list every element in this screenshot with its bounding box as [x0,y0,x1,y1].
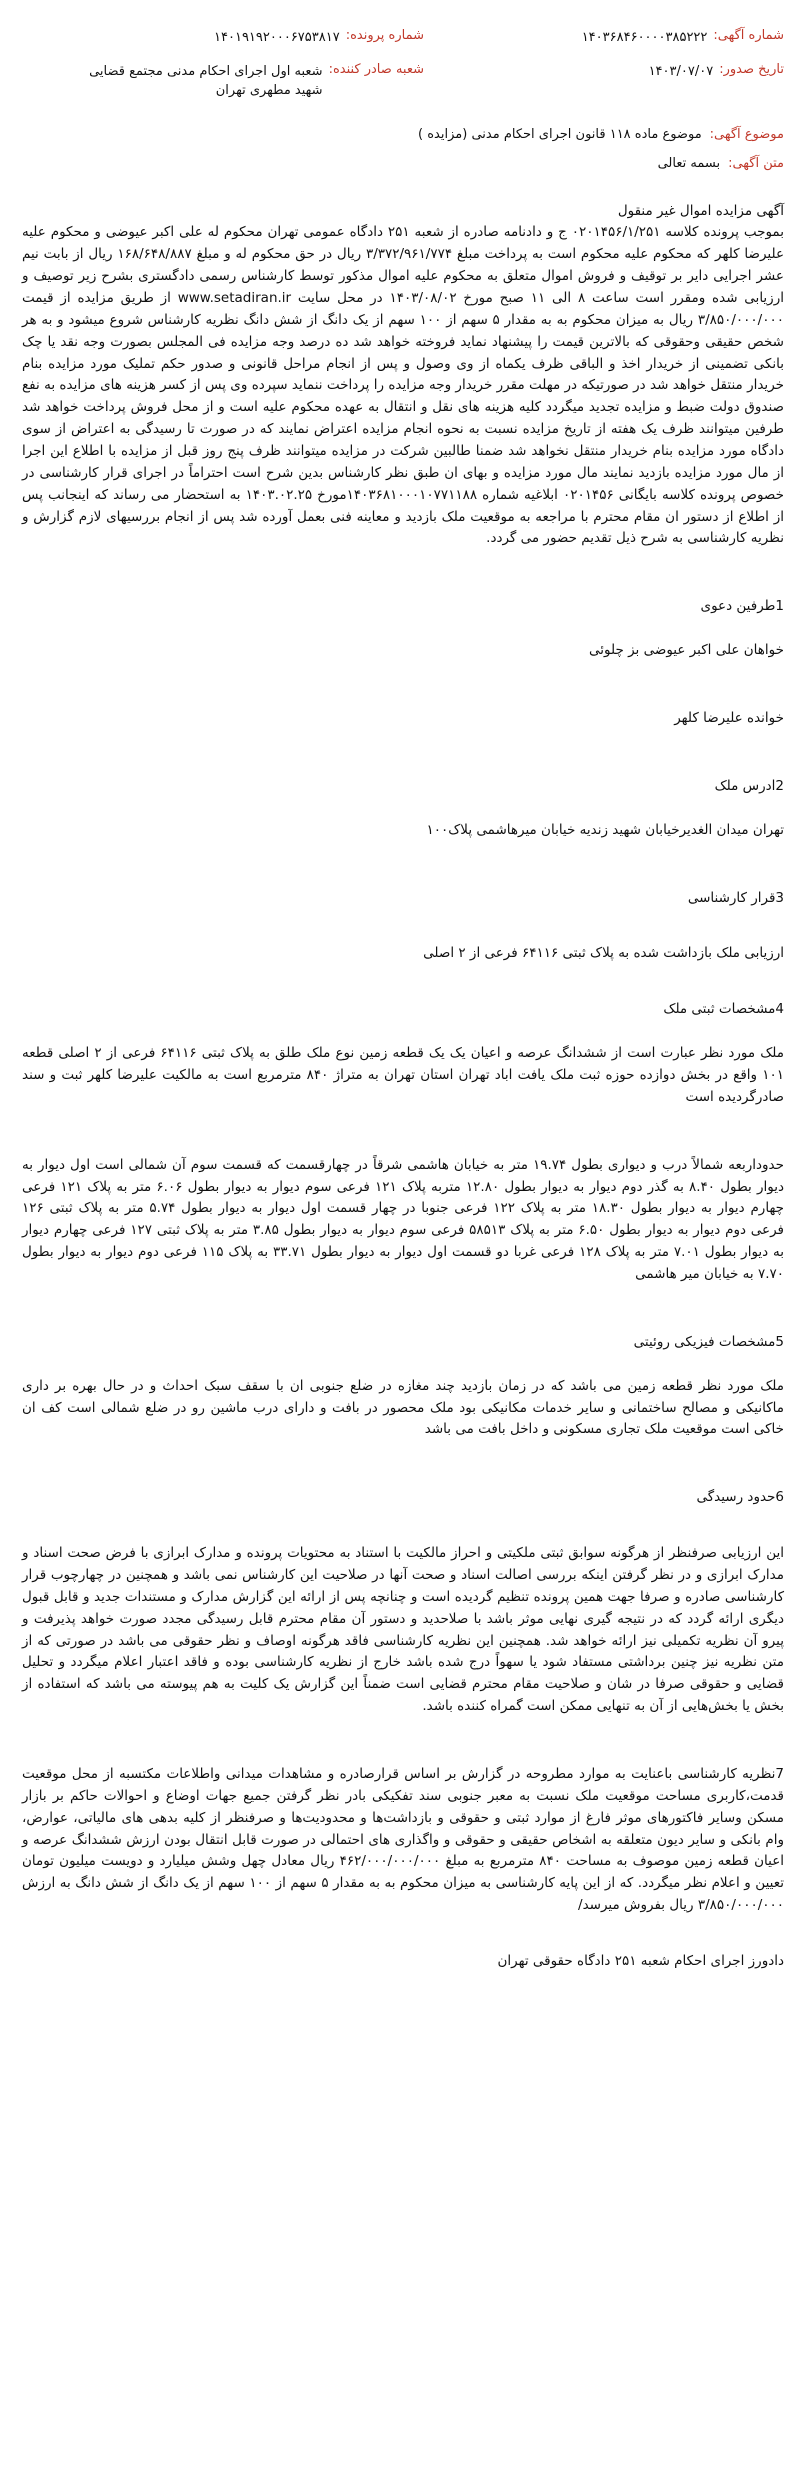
expert-opinion-text: 7نظریه کارشناسی باعنایت به موارد مطروحه در گزارش بر اساس قرارصادره و مشاهدات میدانی واطلاعات مکتسبه از محل موقعیت قدمت،کاربری مساحت موقعیت ملک نسبت به معبر جنوبی سند تفکیکی بادر نظر گرفتن جمیع جهات اوضاع و احوالات حاکم بر بازار مسکن وسایر فاکتورهای موثر فارغ از موارد ثبتی و حقوقی و بازداشت‌ها و محدودیت‌ها و صرفنظر از کلیه بدهی های مالیاتی، عوارض، وام بانکی و سایر دیون متعلقه به اشخاص حقیقی و حقوقی و واگذاری های احتمالی در صورت قابل انتقال بودن ارزش ششدانگ عرصه و اعیان قطعه زمین موصوف به مساحت ۸۴۰ مترمربع به مبلغ ۴۶۲/۰۰۰/۰۰۰/۰۰۰ ریال معادل چهل وشش میلیارد و دویست میلیون تومان تعیین و اعلام نظر میگردد. که از این پایه کارشناسی به میزان محکوم به به مقدار ۵ سهم از ۱۰۰ سهم از یک دانگ از شش دانگ به ارزش ۳/۸۵۰/۰۰۰/۰۰۰ ریال بفروش میرسد/ [22,1766,785,1914]
issuer: شعبه اول اجرای احکام مدنی مجتمع قضایی شهید مطهری تهران [89,63,323,98]
ad-number-field [424,28,784,48]
issue-date-field [424,62,784,82]
ad-number: ۱۴۰۳۶۸۴۶۰۰۰۰۳۸۵۲۲۲ [581,30,708,45]
boundaries-text: حدوداربعه شمالاً درب و دیواری بطول ۱۹.۷۴ متر به خیابان هاشمی شرقاً در چهارقسمت که قسمت سوم آن شمالی است اول دیوار به دیوار بطول ۸.۴۰ به گذر دوم دیوار به دیوار بطول ۱۲.۸۰ متربه پلاک ۱۲۱ فرعی سوم دیوار به دیوار بطول ۶.۰۶ متر به پلاک ۱۲۱ فرعی چهارم دیوار به دیوار بطول ۱۸.۳۰ متر به پلاک ۱۲۲ فرعی جنوبا در چهار قسمت اول دیوار به دیوار بطول ۵.۷۴ متر به پلاک ثبتی ۱۲۶ فرعی دوم دیوار به دیوار بطول ۶.۵۰ متر به پلاک ۵۸۵۱۳ فرعی سوم دیوار به دیوار بطول ۳.۸۵ متر به پلاک ثبتی ۱۲۷ فرعی چهارم دیوار به دیوار بطول ۷.۰۱ متر به پلاک ۱۲۸ فرعی غربا دو قسمت اول دیوار به دیوار بطول ۳۳.۷۱ به پلاک ۱۱۵ فرعی دوم دیوار به دیوار بطول ۷.۷۰ به خیابان میر هاشمی [22,1156,785,1282]
section-address-heading: 2ادرس ملک [714,777,784,794]
defendant-text: خوانده علیرضا کلهر [674,709,784,726]
meta-row-1 [22,28,784,48]
scope-text: این ارزیابی صرفنظر از هرگونه سوابق ثبتی ملکیتی و احراز مالکیت با استناد به محتویات پرونده و مدارک ابرازی با فرض صحت اسناد و مدارک ابرازی و در نظر گرفتن اینکه بررسی اصالت اسناد و صحت آنها در صلاحیت این کارشناس نمی باشد و همچنین در چهارچوب قرار کارشناسی صادره و صرفا جهت همین پرونده تنظیم گردیده است و چنانچه پس از ارائه این گزارش مدارک و مستندات جدید و قابل قبول دیگری ارائه گردد که در نتیجه گیری نهایی موثر باشد با صلاحدید و دستور آن مقام محترم قابل رسیدگی مجدد صورت خواهد پذیرفت و پیرو آن نظریه تکمیلی نیز ارائه خواهد شد. همچنین این نظریه کارشناسی فاقد هرگونه اوصاف و نظر حقوقی می باشد در صورتی که از متن نظریه نیز چنین برداشتی مستفاد شود یا سهواً درج شده باشد خارج از نظریه کارشناسی بوده و فاقد اعتبار اعلام میگردد و تحلیل قضایی و حقوقی صرفا در شان و صلاحیت مقام محترم قضایی است ضمناً این گزارش یک کلیت به هم پیوسته می باشد که استفاده از بخش یا بخش‌هایی از آن به تنهایی ممکن است گمراه کننده باشد. [22,1545,784,1715]
intro-paragraph: بموجب پرونده کلاسه ۰۲۰۱۴۵۶/۱/۲۵۱ ج و دادنامه صادره از شعبه ۲۵۱ دادگاه عمومی تهران محکوم له علی اکبر عیوضی و محکوم علیه علیرضا کلهر که محکوم علیه محکوم است به پرداخت مبلغ ۳/۳۷۲/۹۶۱/۷۷۴ ریال در حق محکوم له و مبلغ ۱۶۸/۶۴۸/۸۸۷ ریال از بابت نیم عشر اجرایی دایر بر توقیف و فروش اموال متعلق به محکوم علیه اموال مذکور توسط کارشناس رسمی دادگستری بشرح زیر توصیف و ارزیابی شده ومقرر است ساعت ۸ الی ۱۱ صبح مورخ ۱۴۰۳/۰۸/۰۲ در محل سایت www.setadiran.ir از طریق مزایده از قیمت ۳/۸۵۰/۰۰۰/۰۰۰ ریال به میزان محکوم به به مقدار ۵ سهم از ۱۰۰ سهم از یک دانگ از شش دانگ نظریه کارشناس شروع میشود و به هر شخص حقیقی وحقوقی که بالاترین قیمت را پیشنهاد نماید فروخته خواهد شد ده درصد وجه مزایده فی المجلس بصورت وجه نقد یا چک بانکی تضمینی از خریدار اخذ و الباقی ظرف یکماه از وی وصول و پس از انجام مراحل قانونی و صدور حکم تملیک مورد مزایده بنام خریدار منتقل خواهد شد در صورتیکه در مهلت مقرر خریدار وجه مزایده را پرداخت ننماید سپرده وی پس از کسر هزینه های مزایده به نفع صندوق دولت ضبط و مزایده تجدید میگردد کلیه هزینه های نقل و انتقال به عهده محکوم علیه است و از محل فروش پرداخت خواهد شد طرفین میتوانند ظرف یک هفته از تاریخ مزایده نسبت به نحوه انجام مزایده اعتراض نمایند که در صورت تا رسیدگی به اعتراض از سوی دادگاه مورد مزایده بنام خریدار منتقل نخواهد شد ضمنا طالبین شرکت در مزایده میتوانند ظرف پنج روز قبل از مزایده با اطلاع این اجرا از مال مورد مزایده بازدید نمایند مال مورد مزایده و بهای ان طبق نظر کارشناس بدین شرح است احتراماً در اجرای قرار کارشناسی در خصوص پرونده کلاسه بایگانی ۰۲۰۱۴۵۶ ابلاغیه شماره ۱۴۰۳۶۸۱۰۰۰۱۰۷۷۱۱۸۸مورخ ۱۴۰۳.۰۲.۲۵ به استحضار می رساند که اینجانب پس از اطلاع از دستور ان مقام محترم با مراجعه به موقعیت ملک بازدید و معاینه فنی بعمل آورده شد پس از انجام بررسیهای لازم گزارش و نظریه کارشناسی به شرح ذیل تقدیم حضور می گردد. [22,224,785,547]
case-number: ۱۴۰۱۹۱۹۲۰۰۰۶۷۵۳۸۱۷ [214,30,340,45]
issuer-label: شعبه صادر کننده: [328,61,424,77]
order-text: ارزیابی ملک بازداشت شده به پلاک ثبتی ۶۴۱۱۶ فرعی از ۲ اصلی [423,945,784,962]
meta-row-2 [22,62,784,101]
registry-text: ملک مورد نظر عبارت است از ششدانگ عرصه و اعیان یک یک قطعه زمین نوع ملک طلق به پلاک ثبتی ۶۴۱۱۶ فرعی از ۲ اصلی قطعه ۱۰۱ واقع در بخش دوازده حوزه ثبت ملک یافت اباد تهران استان تهران به متراژ ۸۴۰ مترمربع است به مالکیت علیرضا کلهر ثبت و سند صادرگردیده است [22,1045,785,1105]
subject-row [22,127,784,142]
document-title: آگهی مزایده اموال غیر منقول [617,202,784,219]
section-order-heading: 3قرار کارشناسی [687,889,784,906]
subject-label: موضوع آگهی: [709,126,784,142]
address-text: تهران میدان الغدیرخیابان شهید زندیه خیابان میرهاشمی پلاک۱۰۰ [426,821,784,838]
issue-date-label: تاریخ صدور: [719,61,784,77]
case-number-label: شماره پرونده: [345,28,424,43]
issue-date: ۱۴۰۳/۰۷/۰۷ [648,63,714,79]
section-parties-heading: 1طرفین دعوی [700,598,784,615]
issuer-field [64,62,424,101]
ad-body [22,201,784,1973]
subject-text: موضوع ماده ۱۱۸ قانون اجرای احکام مدنی (مزایده ) [418,126,702,142]
section-registry-heading: 4مشخصات ثبتی ملک [663,1001,784,1018]
body-label-row [22,156,784,171]
case-number-field [64,28,424,48]
body-intro: بسمه تعالی [657,155,721,171]
section-scope-heading: 6حدود رسیدگی [696,1489,784,1506]
body-label: متن آگهی: [728,155,784,171]
physical-text: ملک مورد نظر قطعه زمین می باشد که در زمان بازدید چند مغازه در ضلع جنوبی ان با سقف سبک احداث و در حال بهره بر داری ماکانیکی و مصالح ساختمانی و سایر خدمات مکانیکی بود ملک محصور در بافت و دارای درب ماشین رو در ضلع شمالی است کف ان خاکی است موقعیت ملک تجاری مسکونی و داخل بافت می باشد [22,1377,784,1438]
ad-number-label: شماره آگهی: [713,28,784,43]
signature-text: دادورز اجرای احکام شعبه ۲۵۱ دادگاه حقوقی تهران [497,1953,784,1970]
plaintiff-text: خواهان علی اکبر عیوضی بز چلوئی [589,642,784,659]
section-physical-heading: 5مشخصات فیزیکی روئیتی [633,1333,784,1350]
